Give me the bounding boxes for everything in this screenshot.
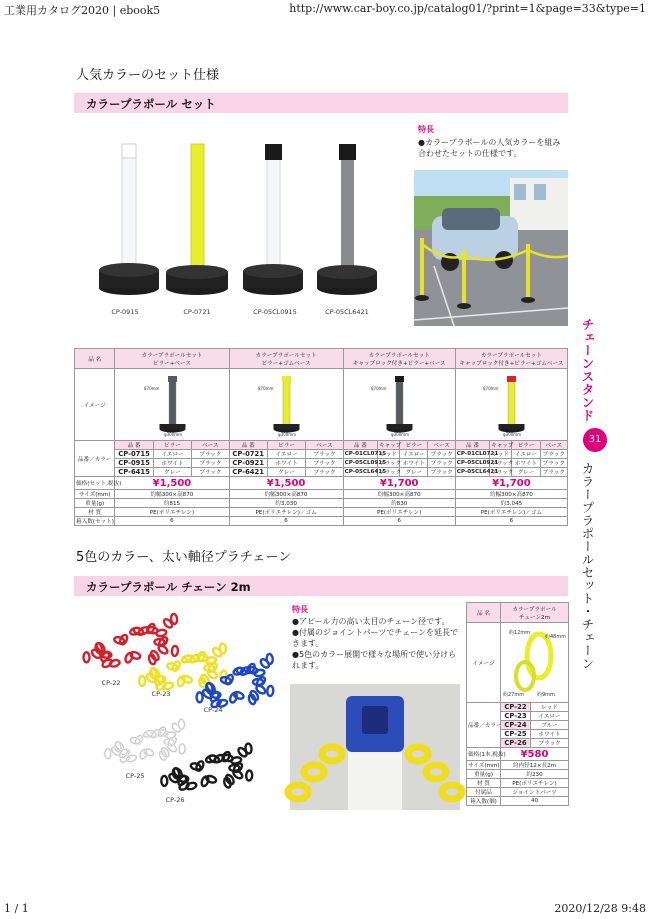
pole-3 <box>243 144 303 295</box>
t1-c2-r1-b: ブラック <box>306 459 343 468</box>
section1-heading: 人気カラーのセット仕様 <box>76 68 220 83</box>
t1-label-qty: 箱入数(セット) <box>75 517 115 526</box>
t1-c4-material: PE(ポリエチレン)／ゴム <box>455 508 567 517</box>
svg-text:φ300mm: φ300mm <box>391 431 410 437</box>
t2-label-weight: 重量(g) <box>467 770 501 779</box>
t1-c1-r1-b: ブラック <box>192 459 229 468</box>
page-counter: 1 / 1 <box>4 902 29 915</box>
t1-c4-size: 約幅300×高870 <box>455 490 567 499</box>
t2-image <box>501 623 569 703</box>
t1-c1-r2-code: CP-6415 <box>115 468 153 477</box>
t1-c4-r2-b: グレー <box>512 468 540 477</box>
t1-c3-h2: ピラー <box>400 441 428 450</box>
t1-col1-name: カラープラポールセット ピラー+ベース <box>115 349 229 369</box>
t1-c2-r0-a: イエロー <box>267 450 305 459</box>
t1-c3-r1-code: CP-05CL0915 <box>344 460 387 466</box>
chains-photo <box>76 602 282 810</box>
t1-c1-price: ¥1,500 <box>115 477 229 490</box>
t1-c1-r2-b: ブラック <box>192 468 229 477</box>
t2-accessory: ジョイントパーツ <box>501 788 569 797</box>
t2-label-material: 材 質 <box>467 779 501 788</box>
t1-label-size: サイズ(mm) <box>75 490 115 499</box>
t1-c2-r0-code: CP-0721 <box>229 450 267 459</box>
t1-c3-r2-b: グレー <box>400 468 428 477</box>
t1-c4-r1-b: ホワイト <box>512 459 540 468</box>
t1-c4-r1-c: ブラック <box>540 459 567 468</box>
chain-link-icon <box>503 624 567 700</box>
chain-caption-1: CP-22 <box>101 679 121 687</box>
t2-qty: 40 <box>501 797 569 806</box>
feature-text-1: ●カラープラポールの人気カラーを組み合わせたセットの仕様です。 <box>418 138 561 158</box>
svg-text:870mm: 870mm <box>258 385 274 391</box>
t1-c1-size: 約幅300×高870 <box>115 490 229 499</box>
svg-text:約9mm: 約9mm <box>536 691 555 698</box>
t1-col3-image <box>343 369 455 441</box>
section1-title-bar <box>74 93 568 113</box>
t2-label-accessory: 付属品 <box>467 788 501 797</box>
parking-photo-svg <box>414 170 568 326</box>
t1-c4-r0-c: ブラック <box>540 450 567 459</box>
t1-c4-qty: 6 <box>455 517 567 526</box>
t1-col4-name: カラープラポールセット キャップロック付き+ピラー+ゴムベース <box>455 349 567 369</box>
t1-c3-price: ¥1,700 <box>343 477 455 490</box>
spec-table-1 <box>74 348 568 526</box>
section2-bar-title: カラープラポール チェーン 2m <box>86 580 251 594</box>
svg-text:φ300mm: φ300mm <box>278 431 297 437</box>
t1-c1-weight: 約815 <box>115 499 229 508</box>
t1-c2-r1-a: ホワイト <box>267 459 305 468</box>
feature-item-3: ●5色のカラー展開で様々な場所で使い分けられます。 <box>292 650 457 670</box>
t1-c2-h2: ベース <box>306 441 343 450</box>
t1-c1-r2-a: グレー <box>153 468 191 477</box>
t1-c4-h3: ベース <box>540 441 567 450</box>
t1-col2-pole-icon <box>246 370 326 438</box>
t1-c3-weight: 約830 <box>343 499 455 508</box>
print-timestamp: 2020/12/28 9:48 <box>554 902 646 915</box>
t1-c1-h1: ピラー <box>153 441 191 450</box>
t1-c3-r2-code: CP-05CL6415 <box>344 469 387 475</box>
t1-c3-r1-b: ホワイト <box>400 459 428 468</box>
chain-pile-4 <box>105 719 186 764</box>
t1-c4-price: ¥1,700 <box>455 477 567 490</box>
t1-c3-r0-a: レッド <box>377 450 399 459</box>
parking-photo <box>414 170 568 326</box>
svg-text:870mm: 870mm <box>371 385 387 391</box>
t2-r3-code: CP-25 <box>501 730 531 739</box>
t2-size: 約内径12×長2m <box>501 761 569 770</box>
t1-col2-name: カラープラポールセット ピラー+ゴムベース <box>229 349 343 369</box>
t1-col4-image <box>455 369 567 441</box>
page-number-badge: 31 <box>583 428 607 452</box>
t1-c2-weight: 約3,030 <box>229 499 343 508</box>
t1-col1-pole-icon <box>132 370 212 438</box>
t1-col3-pole-icon <box>359 370 439 438</box>
t1-c2-r2-b: ブラック <box>306 468 343 477</box>
t1-c3-r2-c: ブラック <box>428 468 455 477</box>
svg-text:870mm: 870mm <box>483 385 499 391</box>
t2-r3-color: ホワイト <box>531 730 569 739</box>
t2-r1-color: イエロー <box>531 712 569 721</box>
t1-label-code-color: 品番／カラー <box>75 441 115 477</box>
t1-c4-r2-a: ブラック <box>490 468 512 477</box>
pole-1 <box>99 144 159 295</box>
svg-text:約12mm: 約12mm <box>508 629 530 636</box>
t1-c2-r1-code: CP-0921 <box>229 459 267 468</box>
t2-name: カラープラポール チェーン2m <box>501 603 569 623</box>
t1-c2-r2-code: CP-6421 <box>229 468 267 477</box>
feature-item-2: ●付属のジョイントパーツでチェーンを延長できます。 <box>292 628 458 648</box>
t1-col2-image <box>229 369 343 441</box>
t1-c3-r0-b: イエロー <box>400 450 428 459</box>
t1-c2-size: 約幅300×高870 <box>229 490 343 499</box>
closeup-photo-svg <box>290 684 460 810</box>
t2-label-size: サイズ(mm) <box>467 761 501 770</box>
side-vertical-title: カラープラポールセット・チェーン <box>580 462 595 670</box>
pole-4 <box>317 144 377 295</box>
svg-text:約27mm: 約27mm <box>502 691 524 698</box>
t1-c3-r2-a: ブラック <box>377 468 399 477</box>
t2-r0-color: レッド <box>531 703 569 712</box>
t2-r2-color: ブルー <box>531 721 569 730</box>
t1-c4-h2: ピラー <box>512 441 540 450</box>
t1-c1-h2: ベース <box>192 441 229 450</box>
chain-pile-1 <box>83 614 178 669</box>
t1-c2-r2-a: グレー <box>267 468 305 477</box>
t1-c2-qty: 6 <box>229 517 343 526</box>
t1-c2-price: ¥1,500 <box>229 477 343 490</box>
t1-label-name: 品 名 <box>75 349 115 369</box>
t1-c3-r1-c: ブラック <box>428 459 455 468</box>
t2-r4-color: ブラック <box>531 739 569 748</box>
chain-caption-4: CP-25 <box>125 772 145 780</box>
t1-c3-size: 約幅300×高870 <box>343 490 455 499</box>
chain-caption-3: CP-24 <box>203 706 223 714</box>
t2-r4-code: CP-26 <box>501 739 531 748</box>
feature-label-1: 特長 <box>418 125 434 134</box>
t2-label-qty: 箱入数(個) <box>467 797 501 806</box>
t1-c4-r0-b: イエロー <box>512 450 540 459</box>
t1-c1-r1-a: ホワイト <box>153 459 191 468</box>
svg-text:約48mm: 約48mm <box>544 633 566 640</box>
t1-c1-r0-code: CP-0715 <box>115 450 153 459</box>
section2-heading: 5色のカラー、太い軸径プラチェーン <box>76 550 292 565</box>
t1-label-weight: 重量(g) <box>75 499 115 508</box>
t2-label-name: 品 名 <box>467 603 501 623</box>
pole-2 <box>166 144 228 295</box>
t1-col3-name: カラープラポールセット キャップロック付き+ピラー+ベース <box>343 349 455 369</box>
t1-c3-material: PE(ポリエチレン) <box>343 508 455 517</box>
pole-caption-1: CP-0915 <box>111 308 139 316</box>
t1-c1-h0: 品 番 <box>115 441 153 450</box>
t2-r1-code: CP-23 <box>501 712 531 721</box>
svg-text:φ300mm: φ300mm <box>163 431 183 437</box>
t1-c2-r0-b: ブラック <box>306 450 343 459</box>
pole-caption-3: CP-05CL0915 <box>253 308 297 316</box>
t1-c4-r1-a: ブラック <box>490 459 512 468</box>
t1-c4-r0-a: レッド <box>490 450 512 459</box>
t1-c3-qty: 6 <box>343 517 455 526</box>
t1-c4-r2-c: ブラック <box>540 468 567 477</box>
t1-c3-r0-code: CP-01CL0715 <box>344 451 387 457</box>
section2-title-bar <box>74 576 568 596</box>
t1-c1-r0-a: イエロー <box>153 450 191 459</box>
pole-caption-4: CP-05CL6421 <box>325 308 369 316</box>
poles-photo-svg <box>76 126 402 334</box>
t2-material: PE(ポリエチレン) <box>501 779 569 788</box>
svg-text:870mm: 870mm <box>143 385 160 391</box>
t1-c3-r0-c: ブラック <box>428 450 455 459</box>
t1-col1-image <box>115 369 229 441</box>
t1-label-image: イメージ <box>75 369 115 441</box>
t2-label-price: 価格(1本,税抜) <box>467 748 501 761</box>
t1-c3-h3: ベース <box>428 441 455 450</box>
feature-label-2: 特長 <box>292 605 308 614</box>
t2-r0-code: CP-22 <box>501 703 531 712</box>
t2-label-code-color: 品番／カラー <box>467 703 501 748</box>
t1-c1-material: PE(ポリエチレン) <box>115 508 229 517</box>
t1-c4-r1-code: CP-05CL0921 <box>456 460 499 466</box>
t1-label-material: 材 質 <box>75 508 115 517</box>
chain-caption-5: CP-26 <box>165 796 185 804</box>
spec-table-2 <box>466 602 569 806</box>
t2-label-image: イメージ <box>467 623 501 703</box>
t1-c2-h1: ピラー <box>267 441 305 450</box>
t1-c2-h0: 品 番 <box>229 441 267 450</box>
t2-r2-code: CP-24 <box>501 721 531 730</box>
feature-list-2 <box>292 616 458 671</box>
t1-label-price: 価格(セット,税抜) <box>75 477 115 490</box>
t1-c2-material: PE(ポリエチレン)／ゴム <box>229 508 343 517</box>
browser-url[interactable]: http://www.car-boy.co.jp/catalog01/?print=1&page=33&type=1 <box>289 2 646 15</box>
svg-text:φ300mm: φ300mm <box>503 431 522 437</box>
t2-price: ¥580 <box>501 748 569 761</box>
t1-c3-h0: 品 番 <box>343 441 377 450</box>
poles-photo <box>76 126 402 334</box>
t1-c3-h1: キャップ <box>377 441 399 450</box>
t1-c4-h0: 品 番 <box>455 441 489 450</box>
t1-col4-pole-icon <box>471 370 551 438</box>
feature-item-1: ●アピール力の高い太目のチェーン径です。 <box>292 617 450 626</box>
t1-c4-h1: キャップ <box>490 441 512 450</box>
t1-c1-qty: 6 <box>115 517 229 526</box>
t1-c4-r2-code: CP-05CL6421 <box>456 469 499 475</box>
t1-c4-r0-code: CP-01CL0721 <box>456 451 499 457</box>
closeup-photo <box>290 684 460 810</box>
browser-title: 工業用カタログ2020 | ebook5 <box>4 4 161 17</box>
t1-c4-weight: 約3,045 <box>455 499 567 508</box>
t1-c1-r1-code: CP-0915 <box>115 459 153 468</box>
section1-bar-title: カラープラポール セット <box>86 97 216 111</box>
t1-c3-r1-a: ブラック <box>377 459 399 468</box>
chains-photo-svg <box>76 602 282 810</box>
t2-weight: 約230 <box>501 770 569 779</box>
side-tab-text: チェーンスタンド <box>580 318 595 422</box>
t1-c1-r0-b: ブラック <box>192 450 229 459</box>
chain-caption-2: CP-23 <box>151 690 171 698</box>
pole-caption-2: CP-0721 <box>183 308 211 316</box>
